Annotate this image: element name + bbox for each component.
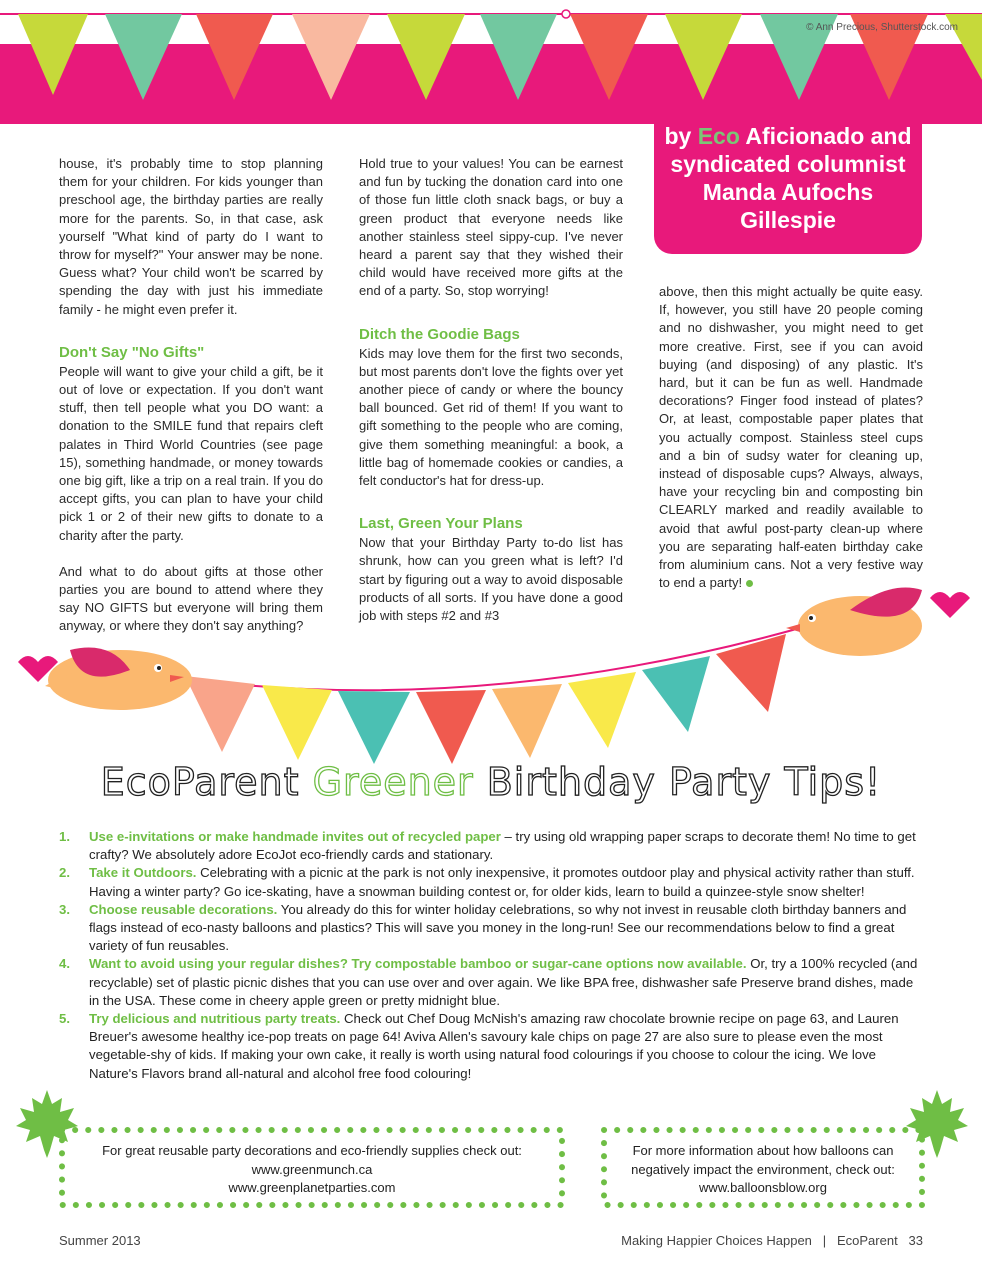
byline-rest: Aficionado and syndicated columnist Manda Aufochs Gillespie xyxy=(670,123,912,233)
col-b-heading-plans: Last, Green Your Plans xyxy=(359,515,523,533)
footer-separator: | xyxy=(822,1233,827,1248)
flag-4 xyxy=(292,14,370,100)
col-b-heading-goodie: Ditch the Goodie Bags xyxy=(359,325,520,343)
tip-text: Or, try a 100% recycled (and recyclable) set of plastic picnic dishes that you can use over and over again. We like BPA free, dishwasher safe Preserve brand dishes, made in the USA. These come in cheery apple green or pretty midnight blue. xyxy=(89,956,918,1008)
tips-title-green: Greener xyxy=(312,760,474,804)
col-c-para-1 xyxy=(659,283,923,592)
tip-number: 5. xyxy=(59,1011,70,1027)
tips-title xyxy=(0,760,982,804)
garland-flag-8 xyxy=(716,634,786,712)
flag-2 xyxy=(105,14,182,100)
footer-brand: EcoParent xyxy=(836,1233,898,1248)
garland-flag-3 xyxy=(338,691,410,764)
column-c xyxy=(659,283,923,592)
col-a-para-1: house, it's probably time to stop planning them for your children. For kids younger than preschool age, the birthday parties are really more for the parents. So, in that case, ask yourself "What kind of party do I want to throw for myself?" Your answer may be none. Guess what? Your child won't be scarred by spending the day with just his immediate family - he might even prefer it. xyxy=(59,156,323,317)
tip-item xyxy=(59,901,921,956)
footer-tagline: Making Happier Choices Happen xyxy=(621,1233,812,1248)
tip-item xyxy=(59,1010,921,1083)
tips-title-part2: Birthday Party Tips! xyxy=(473,760,882,804)
flag-7 xyxy=(570,14,648,100)
flag-3 xyxy=(196,14,273,100)
tip-text: – try using old wrapping paper scraps to decorate them! No time to get crafty? We absolutely adore EcoJot eco-friendly cards and stationary. xyxy=(89,829,916,863)
col-a-para-2: People will want to give your child a gift, be it out of love or expectation. If you don't want stuff, then tell people what you DO want: a donation to the SMILE fund that repairs cleft palates in Third World Countries (see page 15), something handmade, or money towards one big gift, like a trip on a real train. If you do accept gifts, you can plan to have your child pick 1 or 2 of their new gifts to donate to a charity after the party. xyxy=(59,363,323,543)
garland-flag-2 xyxy=(262,685,332,760)
tip-item xyxy=(59,955,921,1010)
tips-list xyxy=(59,828,921,1083)
bird-left-icon xyxy=(18,648,192,711)
resource-box-decorations xyxy=(62,1130,562,1205)
tip-text: Check out Chef Doug McNish's amazing raw chocolate brownie recipe on page 63, and Lauren Breuer's awesome healthy ice-pop treats on page 64! Aviva Allen's savoury kale chips on page 27 are also sure to please even the most vegetable-shy of kids. If making your own cake, it really is worth using natural food colourings if you choose to colour the icing. We love Nature's Flavors brand all-natural and alcohol free food colouring! xyxy=(89,1011,899,1081)
footer-right xyxy=(621,1233,923,1248)
bird-garland xyxy=(0,580,982,770)
flag-8 xyxy=(665,14,742,100)
tip-text: Celebrating with a picnic at the park is not only inexpensive, it promotes outdoor play and physical activity rather than stuff. Having a winter party? Go ice-skating, have a snowman building contest or, for older kids, learn to build a quinzee-style snow shelter! xyxy=(89,865,915,899)
byline-prefix: by xyxy=(664,123,698,149)
link-greenmunch[interactable]: www.greenmunch.ca xyxy=(251,1161,373,1177)
tip-number: 4. xyxy=(59,956,70,972)
photo-credit: © Ann Precious, Shutterstock.com xyxy=(806,22,958,33)
link-balloonsblow[interactable]: www.balloonsblow.org xyxy=(699,1180,827,1195)
resource-right-intro: For more information about how balloons can negatively impact the environment, check out: xyxy=(631,1143,895,1177)
garland-flag-7 xyxy=(642,656,710,732)
link-greenplanetparties[interactable]: www.greenplanetparties.com xyxy=(228,1180,396,1195)
column-b xyxy=(359,155,623,625)
tips-title-part1: EcoParent xyxy=(100,760,313,804)
bird-right-icon xyxy=(786,588,970,657)
col-a-para-3: And what to do about gifts at those other parties you are bound to attend where they say NO GIFTS but everyone will bring them anyway, or where they don't say anything? xyxy=(59,563,323,634)
col-c-text: above, then this might actually be quite easy. If, however, you still have 20 people coming and no dishwasher, you might need to get more creative. First, see if you can avoid buying (and disposing) of any plastic. It's hard, but it can be fun as well. Handmade decorations? Finger food instead of plates? Or, at least, compostable paper plates that you actually compost. Stainless steel cups and a bin of sudsy water for cleaning up, instead of disposable cups? Always, always, have your recycling bin and composting bin CLEARLY marked and readily available to avoid that awful post-party clean-up where you are separating half-eaten birthday cake from aluminium cans. Not a very festive way to end a party! xyxy=(659,284,923,591)
resource-box-balloons xyxy=(604,1130,922,1205)
tip-lead: Use e-invitations or make handmade invites out of recycled paper xyxy=(89,829,501,844)
garland-flag-6 xyxy=(568,672,636,748)
footer-issue: Summer 2013 xyxy=(59,1233,141,1248)
tip-lead: Take it Outdoors. xyxy=(89,865,197,881)
page-number: 33 xyxy=(908,1233,923,1248)
column-a xyxy=(59,155,323,636)
flag-6 xyxy=(480,14,557,100)
tip-text: You already do this for winter holiday celebrations, so why not invest in reusable cloth birthday banners and flags instead of eco-nasty balloons and plastics? This will save you money in the long-run! See our recommendations below to find a great variety of fun reusables. xyxy=(89,901,907,954)
tip-lead: Want to avoid using your regular dishes? Try compostable bamboo or sugar-cane options now available. xyxy=(89,956,747,972)
bunting-top xyxy=(0,0,982,124)
tip-number: 2. xyxy=(59,865,70,881)
tip-lead: Choose reusable decorations. xyxy=(89,901,278,917)
tip-number: 3. xyxy=(59,901,70,917)
tip-item xyxy=(59,864,921,900)
resource-left-intro: For great reusable party decorations and eco-friendly supplies check out: xyxy=(102,1143,522,1158)
col-b-para-3: Now that your Birthday Party to-do list has shrunk, how can you green what is left? I'd start by figuring out a way to avoid disposable products of all sorts. If you have done a good job with steps #2 and #3 xyxy=(359,535,623,624)
byline-eco: Eco xyxy=(697,123,740,149)
col-b-para-2: Kids may love them for the first two seconds, but most parents don't love the fights over yet another piece of candy or where the bouncy ball bounced. Get rid of them! If you want to gift something to the people who are coming, give them something meaningful: a book, a little bag of homemade cookies or candies, a felt conductor's hat for dress-up. xyxy=(359,345,623,489)
tip-number: 1. xyxy=(59,829,70,844)
garland-flag-4 xyxy=(416,690,486,764)
col-a-heading-gifts: Don't Say "No Gifts" xyxy=(59,343,205,361)
col-b-para-1: Hold true to your values! You can be earnest and fun by tucking the donation card into one of those fun little cloth snack bags, or buy a green product that everyone needs like another stainless steel sippy-cup. I've never heard a parent say that they wished their child would have received more gifts at the end of a party. So, stop worrying! xyxy=(359,156,623,299)
garland-flag-5 xyxy=(492,684,562,758)
flag-1 xyxy=(18,14,88,95)
tip-lead: Try delicious and nutritious party treats. xyxy=(89,1011,341,1027)
tip-item xyxy=(59,828,921,864)
byline-box xyxy=(654,112,922,254)
flag-5 xyxy=(387,14,465,100)
garland-flag-1 xyxy=(185,676,255,752)
